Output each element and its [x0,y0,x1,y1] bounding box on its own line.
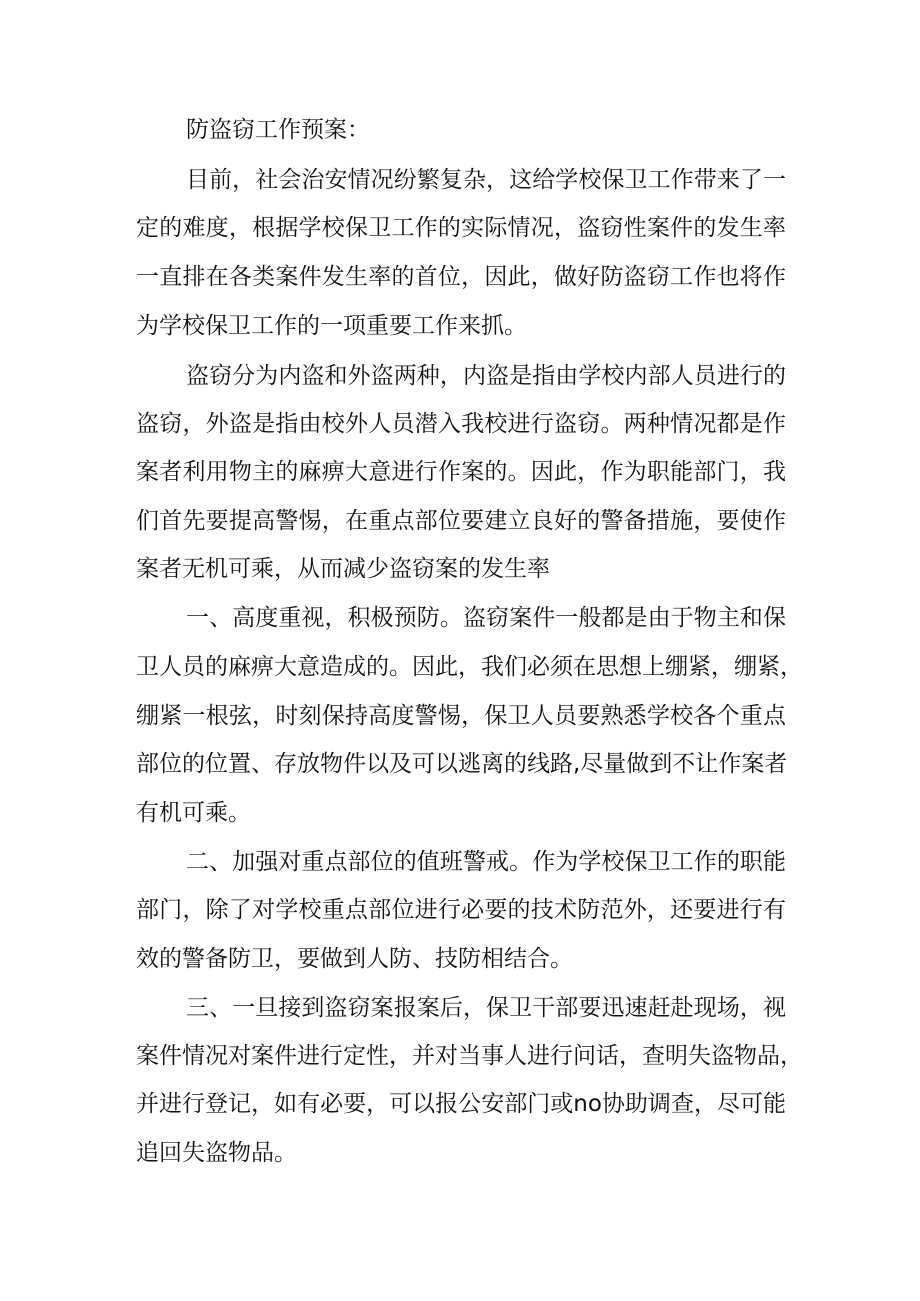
paragraph-text: 绷紧一根弦，时刻保持高度警惕，保卫人员要熟悉学校各个重点 [136,703,786,729]
paragraph-line [0,598,920,638]
paragraph-text: 一、高度重视，积极预防。盗窃案件一般都是由于物主和保 [186,605,786,631]
paragraph-line [0,404,920,444]
paragraph-line [0,842,920,882]
paragraph-text: 案件情况对案件进行定性，并对当事人进行问话，查明失盗物品， [136,1043,803,1069]
paragraph-text: 卫人员的麻痹大意造成的。因此，我们必须在思想上绷紧，绷紧， [136,654,803,680]
paragraph-line [0,890,920,930]
paragraph-text: 案者无机可乘，从而减少盗窃案的发生率 [136,556,550,582]
paragraph-line [0,696,920,736]
paragraph-line [0,356,920,396]
paragraph-line [0,939,920,979]
paragraph-line [0,744,920,784]
paragraph-text: 追回失盗物品。 [136,1140,297,1166]
paragraph-line [0,549,920,589]
paragraph-text: 盗窃分为内盗和外盗两种，内盗是指由学校内部人员进行的 [186,363,786,389]
paragraph-text: 效的警备防卫，要做到人防、技防相结合。 [136,946,573,972]
paragraph-line [0,160,920,200]
paragraph-line [0,793,920,833]
paragraph-text: 部门，除了对学校重点部位进行必要的技术防范外，还要进行有 [136,897,786,923]
paragraph-line [0,988,920,1028]
paragraph-line [0,257,920,297]
paragraph-text: 有机可乘。 [136,800,251,826]
paragraph-text: 盗窃，外盗是指由校外人员潜入我校进行盗窃。两种情况都是作 [136,411,786,437]
paragraph-text: 定的难度，根据学校保卫工作的实际情况，盗窃性案件的发生率 [136,215,786,241]
paragraph-line [0,208,920,248]
paragraph-line [0,1133,920,1173]
paragraph-line [0,647,920,687]
paragraph-text: 并进行登记，如有必要，可以报公安部门或no协助调查，尽可能 [136,1091,786,1117]
paragraph-line [0,1084,920,1124]
paragraph-text: 案者利用物主的麻痹大意进行作案的。因此，作为职能部门，我 [136,459,786,485]
paragraph-text: 三、一旦接到盗窃案报案后，保卫干部要迅速赶赴现场，视 [186,995,786,1021]
paragraph-text: 们首先要提高警惕，在重点部位要建立良好的警备措施，要使作 [136,508,786,534]
paragraph-text: 部位的位置、存放物件以及可以逃离的线路,尽量做到不让作案者 [136,751,788,777]
paragraph-text: 一直排在各类案件发生率的首位，因此，做好防盗窃工作也将作 [136,264,786,290]
paragraph-line [0,306,920,346]
paragraph-line [0,501,920,541]
paragraph-text: 为学校保卫工作的一项重要工作来抓。 [136,313,527,339]
paragraph-line [0,452,920,492]
paragraph-line [0,1036,920,1076]
document-title-line [0,110,920,150]
document-title: 防盗窃工作预案： [186,117,370,143]
paragraph-text: 目前，社会治安情况纷繁复杂，这给学校保卫工作带来了一 [186,167,786,193]
paragraph-text: 二、加强对重点部位的值班警戒。作为学校保卫工作的职能 [186,849,786,875]
